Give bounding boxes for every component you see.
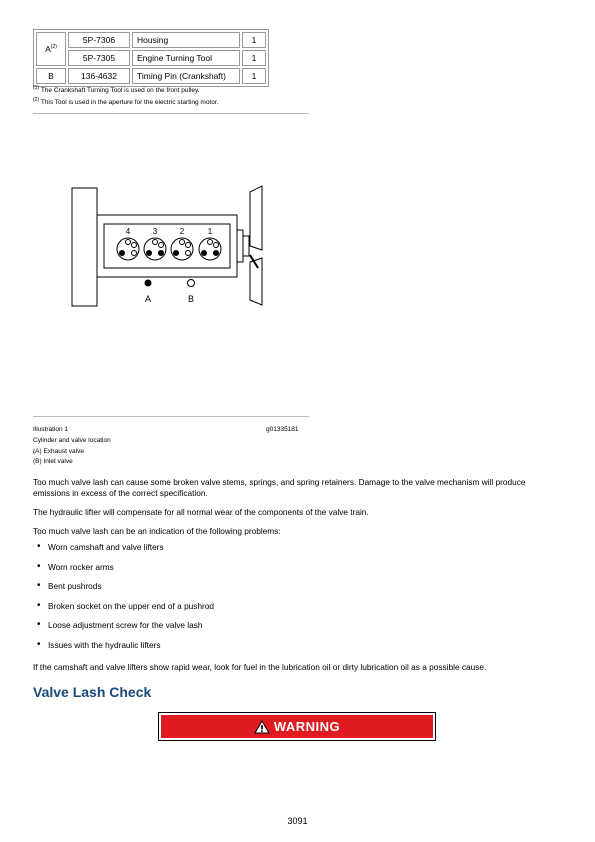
list-item: • Bent pushrods bbox=[33, 581, 214, 601]
warning-banner bbox=[161, 715, 433, 738]
caption-id: g01335181 bbox=[266, 426, 299, 433]
group-cell: $A^{(2)}$ bbox=[36, 32, 66, 66]
cylinder-number-4: 4 bbox=[125, 227, 131, 236]
caption-item: (A) Exhaust valve bbox=[33, 448, 84, 455]
list-item: • Issues with the hydraulic lifters bbox=[33, 640, 214, 660]
description-cell: Timing Pin (Crankshaft) bbox=[132, 68, 240, 84]
description-cell: Housing bbox=[132, 32, 240, 48]
quantity-cell: 1 bbox=[242, 32, 266, 48]
table-row bbox=[36, 32, 266, 48]
list-item: • Worn camshaft and valve lifters bbox=[33, 542, 214, 562]
tools-table bbox=[33, 29, 269, 87]
cylinder-number-2: 2 bbox=[179, 227, 185, 236]
cylinder-number-3: 3 bbox=[152, 227, 158, 236]
part-number-cell: 5P-7306 bbox=[68, 32, 130, 48]
paragraph: Too much valve lash can cause some broken valve stems, springs, and spring retainers. Damage to the valve mechanism will produce emissions in excess of the correct specification. bbox=[33, 477, 526, 498]
warning-box bbox=[158, 712, 436, 741]
part-number-cell: 136-4632 bbox=[68, 68, 130, 84]
list-item: • Broken socket on the upper end of a pushrod bbox=[33, 601, 214, 621]
divider bbox=[33, 113, 309, 114]
paragraph: The hydraulic lifter will compensate for all normal wear of the components of the valve train. bbox=[33, 507, 369, 517]
quantity-cell: 1 bbox=[242, 50, 266, 66]
part-number-cell: 5P-7305 bbox=[68, 50, 130, 66]
warning-triangle-icon bbox=[254, 720, 270, 734]
legend-b-label: B bbox=[187, 294, 195, 304]
paragraph: Too much valve lash can be an indication of the following problems: bbox=[33, 526, 281, 536]
cylinder-valve-diagram bbox=[60, 180, 275, 310]
group-cell: B bbox=[36, 68, 66, 84]
cylinder-1 bbox=[199, 238, 221, 260]
cylinder-4 bbox=[117, 238, 139, 260]
caption-item: (B) Inlet valve bbox=[33, 458, 73, 465]
footnote-1: $^{(1)}$ The Crankshaft Turning Tool is used on the front pulley. bbox=[33, 85, 200, 95]
quantity-cell: 1 bbox=[242, 68, 266, 84]
divider bbox=[33, 416, 309, 417]
problems-list bbox=[33, 542, 214, 659]
caption-title: Cylinder and valve location bbox=[33, 437, 111, 444]
page-number: 3091 bbox=[287, 816, 308, 826]
description-cell: Engine Turning Tool bbox=[132, 50, 240, 66]
cylinder-number-1: 1 bbox=[207, 227, 213, 236]
table-row bbox=[36, 68, 266, 84]
paragraph: If the camshaft and valve lifters show rapid wear, look for fuel in the lubrication oil or dirty lubrication oil as a possible cause. bbox=[33, 662, 487, 672]
cylinder-2 bbox=[171, 238, 193, 260]
legend-a-label: A bbox=[144, 294, 152, 304]
caption-label: Illustration 1 bbox=[33, 426, 69, 433]
list-item: • Worn rocker arms bbox=[33, 562, 214, 582]
exhaust-valve-marker bbox=[145, 280, 152, 287]
footnote-2: $^{(2)}$ This Tool is used in the aperture for the electric starting motor. bbox=[33, 97, 219, 107]
inlet-valve-marker bbox=[188, 280, 195, 287]
cylinder-3 bbox=[144, 238, 166, 260]
list-item: • Loose adjustment screw for the valve lash bbox=[33, 620, 214, 640]
table-row bbox=[36, 50, 266, 66]
section-heading: Valve Lash Check bbox=[33, 684, 152, 700]
warning-label: WARNING bbox=[273, 719, 341, 734]
